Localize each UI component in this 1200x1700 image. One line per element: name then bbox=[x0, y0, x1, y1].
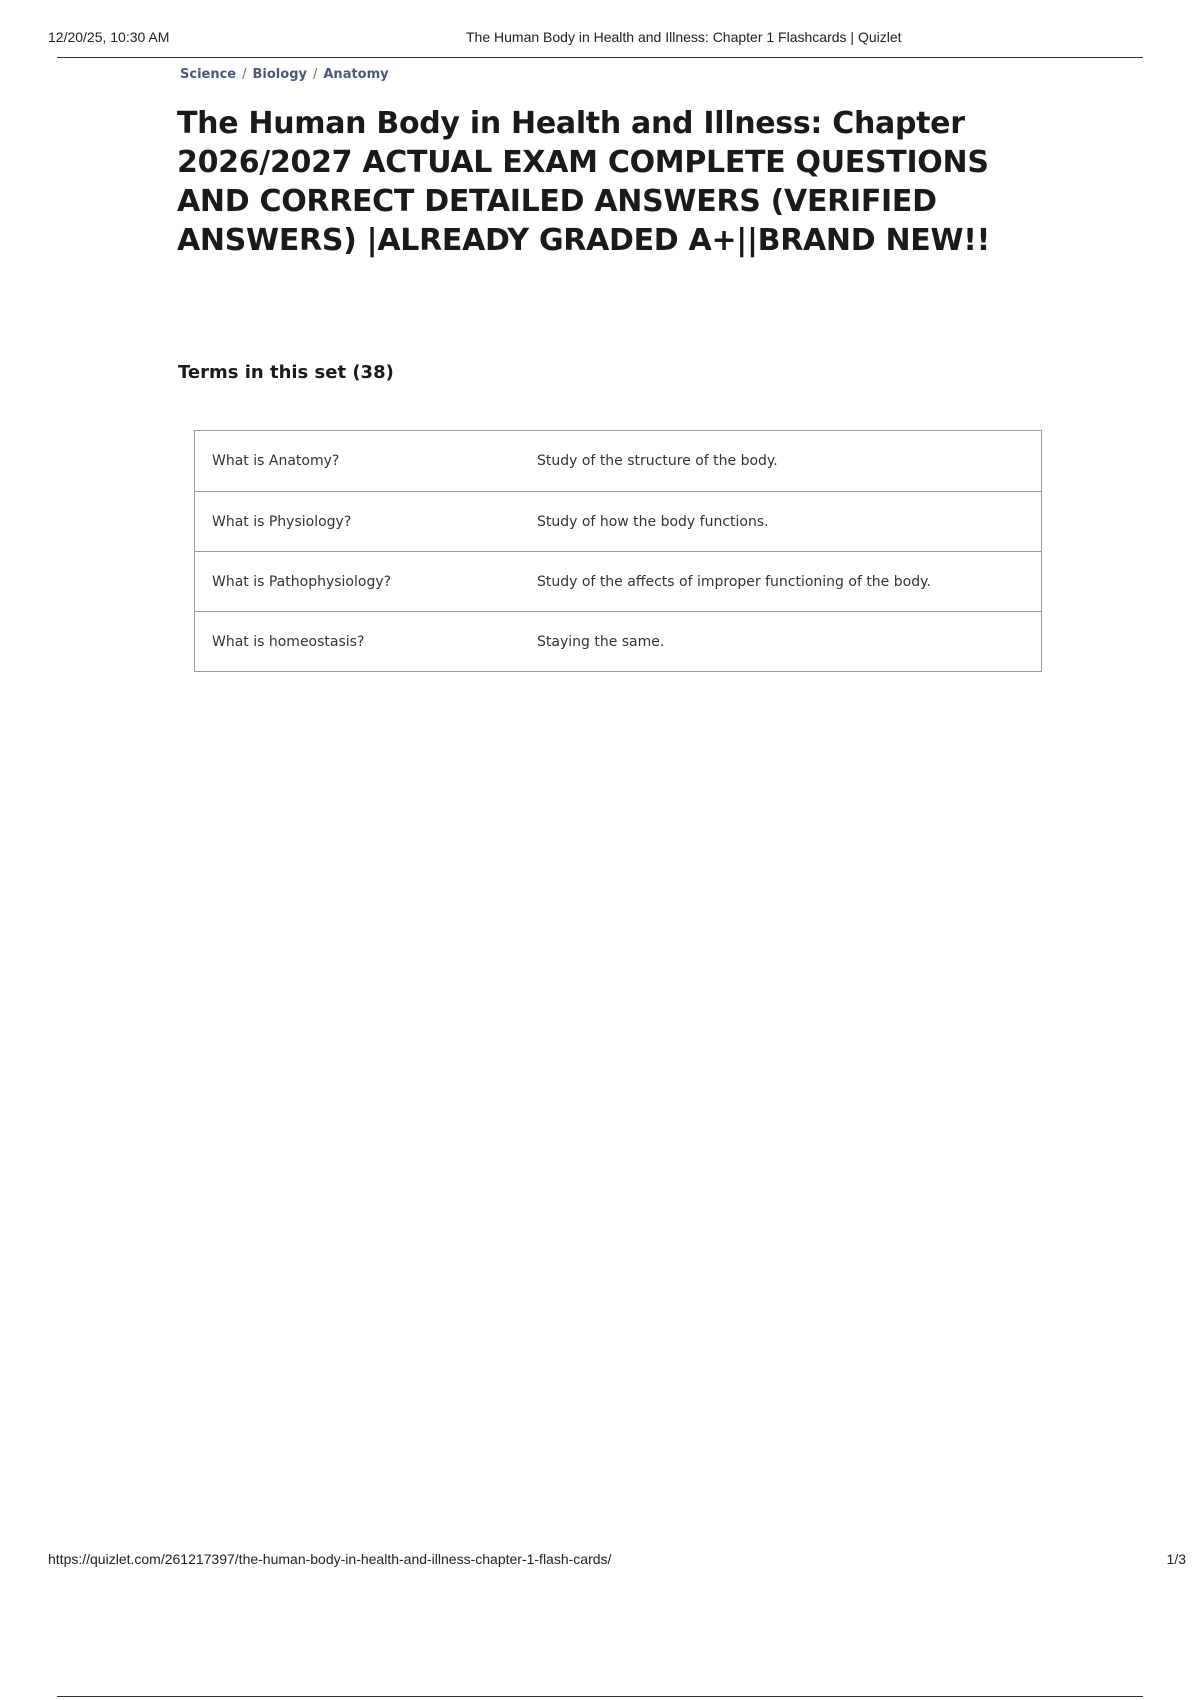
term-question: What is Physiology? bbox=[212, 513, 352, 530]
breadcrumb bbox=[180, 67, 389, 82]
print-date: 12/20/25, 10:30 AM bbox=[48, 29, 170, 45]
term-definition: Study of how the body functions. bbox=[537, 513, 769, 530]
term-definition: Staying the same. bbox=[537, 633, 665, 650]
term-row bbox=[195, 611, 1041, 671]
term-definition: Study of the affects of improper functioning of the body. bbox=[537, 573, 931, 590]
breadcrumb-item-anatomy[interactable]: Anatomy bbox=[323, 67, 389, 82]
breadcrumb-item-biology[interactable]: Biology bbox=[252, 67, 307, 82]
print-url: https://quizlet.com/261217397/the-human-body-in-health-and-illness-chapter-1-flash-cards/ bbox=[48, 1551, 612, 1567]
term-row bbox=[195, 551, 1041, 611]
page-number: 1/3 bbox=[1166, 1551, 1186, 1567]
print-footer bbox=[48, 1551, 1186, 1573]
print-header bbox=[48, 29, 1186, 51]
term-row bbox=[195, 431, 1041, 491]
page-title: The Human Body in Health and Illness: Chapter 2026/2027 ACTUAL EXAM COMPLETE QUESTIONS AND CORRECT DETAILED ANSWERS (VERIFIED ANSWERS) |ALREADY GRADED A+||BRAND NEW!! bbox=[177, 106, 991, 258]
term-question: What is homeostasis? bbox=[212, 633, 365, 650]
term-row bbox=[195, 491, 1041, 551]
breadcrumb-separator: / bbox=[312, 67, 318, 82]
term-question: What is Anatomy? bbox=[212, 453, 340, 469]
header-divider bbox=[57, 57, 1143, 58]
breadcrumb-separator: / bbox=[242, 67, 247, 82]
term-definition: Study of the structure of the body. bbox=[537, 453, 778, 469]
terms-heading: Terms in this set (38) bbox=[178, 362, 394, 383]
print-doc-title: The Human Body in Health and Illness: Chapter 1 Flashcards | Quizlet bbox=[466, 29, 902, 45]
footer-divider bbox=[57, 1696, 1143, 1697]
breadcrumb-item-science[interactable]: Science bbox=[180, 67, 237, 82]
terms-table bbox=[194, 430, 1042, 672]
term-question: What is Pathophysiology? bbox=[212, 573, 392, 590]
